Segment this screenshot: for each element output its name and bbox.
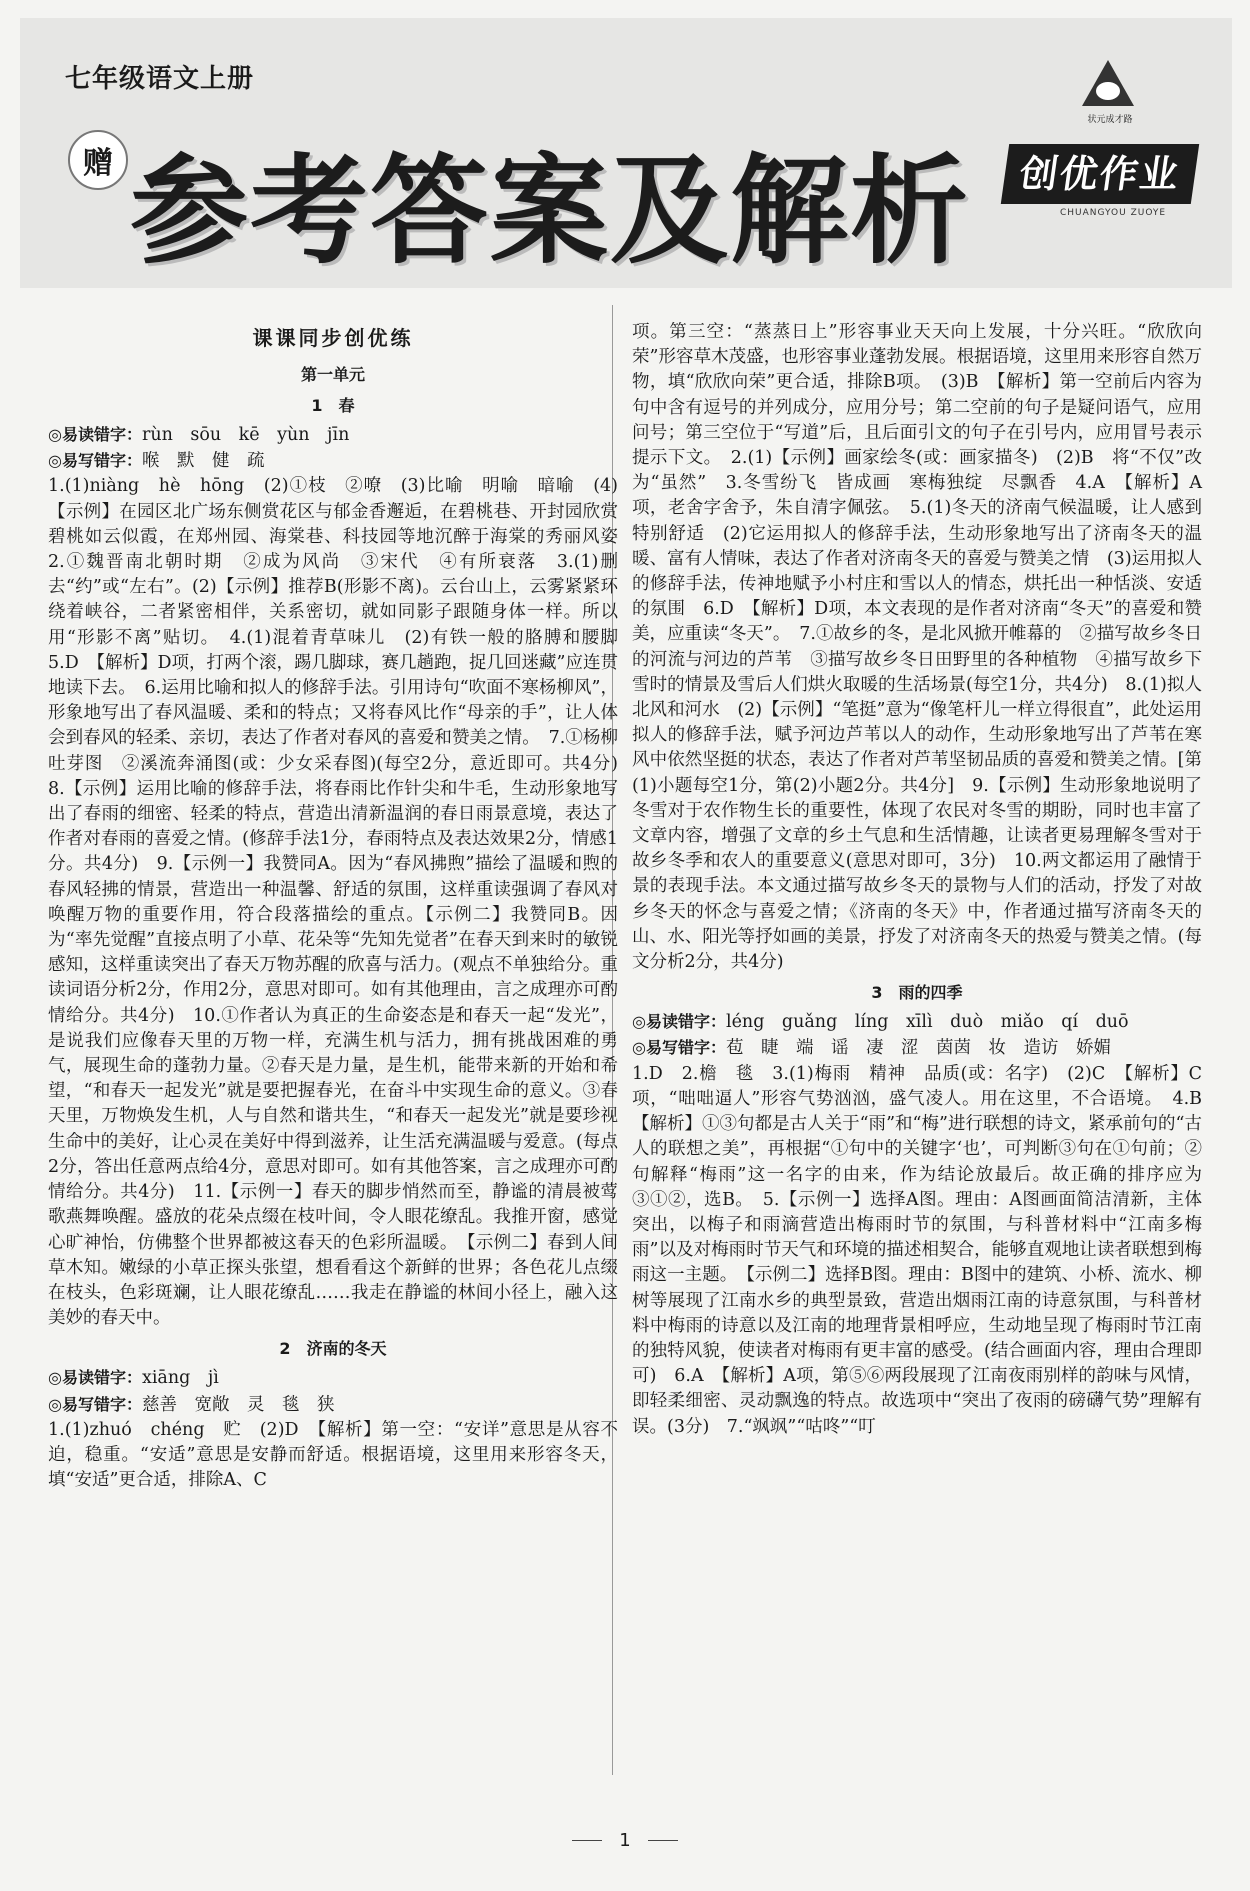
easy-write-text: 慈善 宽敞 灵 毯 狭 (141, 1394, 335, 1415)
easy-write-line (48, 1392, 618, 1418)
easy-write-label: ◎易写错字： (632, 1038, 726, 1058)
left-column (48, 320, 636, 1820)
easy-read-text: xiāng jì (141, 1368, 219, 1389)
unit-heading: 第一单元 (300, 365, 365, 384)
footer-rule-right (648, 1840, 678, 1841)
easy-read-label: ◎易读错字： (48, 425, 142, 444)
brand-name: 创优作业 (1001, 144, 1199, 204)
header-banner (20, 18, 1232, 288)
easy-read-line (632, 1009, 1202, 1035)
page-number: 1 (619, 1830, 631, 1851)
answer-paragraph: 项。第三空：“蒸蒸日上”形容事业天天向上发展，十分兴旺。“欣欣向荣”形容草木茂盛，也形容事业蓬勃发展。根据语境，这里用来形容自然万物，填“欣欣向荣”更合适，排除B项。 (3)B 【解析】第一空前后内容为句中含有逗号的并列成分，应用分号；第二空前的句子是疑问语气，应用问号；第三空位于“写道”后，且后面引文的句子在引号内，应用冒号表示提示下文。 2.(1)【示例】画家绘冬(或：画家描冬) (2)B 将“不仅”改为“虽然” 3.冬雪纷飞 皆成画 寒梅独绽 尽飘香 4.A 【解析】A项，老舍字舍予，朱自清字佩弦。 5.(1)冬天的济南气候温暖，让人感到特别舒适 (2)它运用拟人的修辞手法，生动形象地写出了济南冬天的温暖、富有人情味，表达了作者对济南冬天的喜爱与赞美之情 (3)运用拟人的修辞手法，传神地赋予小村庄和雪以人的情态，烘托出一种恬淡、安适的氛围 6.D 【解析】D项，本文表现的是作者对济南“冬天”的喜爱和赞美，应重读“冬天”。 7.①故乡的冬，是北风掀开帷幕的 ②描写故乡冬日的河流与河边的芦苇 ③描写故乡冬日田野里的各种植物 ④描写故乡下雪时的情景及雪后人们烘火取暖的生活场景(每空1分，共4分) 8.(1)拟人 北风和河水 (2)【示例】“笔挺”意为“像笔杆儿一样立得很直”，此处运用拟人的修辞手法，赋予河边芦苇以人的动作，生动形象地写出了芦苇在寒风中依然坚挺的状态，表达了作者对芦苇坚韧品质的喜爱和赞美之情。[第(1)小题每空1分，第(2)小题2分。共4分] 9.【示例】生动形象地说明了冬雪对于农作物生长的重要性，体现了农民对冬雪的期盼，同时也丰富了文章内容，增强了文章的乡土气息和生活情趣，让读者更易理解冬雪对于故乡冬季和农人的重要意义(意思对即可，3分) 10.两文都运用了融情于景的表现手法。本文通过描写故乡冬天的景物与人们的活动，抒发了对故乡冬天的怀念与喜爱之情；《济南的冬天》中，作者通过描写济南冬天的山、水、阳光等抒如画的美景，抒发了对济南冬天的热爱与赞美之情。(每文分析2分，共4分) (632, 322, 1220, 973)
right-column (632, 320, 1220, 1820)
easy-read-label: ◎易读错字： (48, 1368, 142, 1388)
grade-label: 七年级语文上册 (65, 64, 255, 94)
logo-emblem-icon (1096, 82, 1120, 100)
easy-read-text: rùn sōu kē yùn jīn (141, 425, 350, 445)
answer-paragraph: 1.D 2.檐 毯 3.(1)梅雨 精神 品质(或：名字) (2)C 【解析】C项，“咄咄逼人”形容气势汹汹，盛气凌人。用在这里，不合语境。 4.B 【解析】①③句都是古人关于“雨”和“梅”进行联想的诗文，紧承前句的“古人的联想之美”，再根据“①句中的关键字‘也’，可判断③句在①句前；②句解释“梅雨”这一名字的由来，作为结论放最后。故正确的排序应为③①②，选B。 5.【示例一】选择A图。理由：A图画面简洁清新，主体突出，以梅子和雨滴营造出梅雨时节的氛围，与科普材料中“江南多梅雨”以及对梅雨时节天气和环境的描述相契合，能够直观地让读者联想到梅雨这一主题。 【示例二】选择B图。理由：B图中的建筑、小桥、流水、柳树等展现了江南水乡的典型景致，营造出烟雨江南的诗意氛围，与科普材料中梅雨的诗意以及江南的地理背景相呼应，生动地呈现了梅雨时节江南的独特风貌，使读者对梅雨有更丰富的感受。(结合画面内容，理由合理即可) 6.A 【解析】A项，第⑤⑥两段展现了江南夜雨别样的韵味与风情，即轻柔细密、灵动飘逸的特点。故选项中“突出了夜雨的磅礴气势”理解有误。(3分) 7.“飒飒”“咕咚”“叮 (632, 1063, 1220, 1437)
brand-pinyin: CHUANGYOU ZUOYE (1060, 208, 1167, 218)
easy-write-text: 喉 默 健 疏 (141, 451, 265, 472)
easy-write-line (632, 1035, 1202, 1061)
easy-read-label: ◎易读错字： (632, 1012, 726, 1032)
page-title: 参考答案及解析 (130, 142, 971, 280)
answer-paragraph: 1.(1)zhuó chéng 贮 (2)D 【解析】第一空：“安详”意思是从容不迫，稳重。“安适”意思是安静而舒适。根据语境，这里用来形容冬天，填“安适”更合适，排除A、C (48, 1419, 618, 1491)
gift-badge: 赠 (68, 130, 128, 190)
answer-paragraph: 1.(1)niàng hè hōng (2)①枝 ②嘹 (3)比喻 明喻 暗喻 (4)【示例】在园区北广场东侧赏花区与郁金香邂逅，在碧桃巷、开封园欣赏碧桃如云似霞，在郑州园、海棠巷、科技园等地沉醉于海棠的秀丽风姿 2.①魏晋南北朝时期 ②成为风尚 ③宋代 ④有所衰落 3.(1)删去“约”或“左右”。(2)【示例】推荐B(形影不离)。云台山上，云雾紧紧环绕着峡谷，二者紧密相伴，关系密切，就如同影子跟随身体一样。所以用“形影不离”贴切。 4.(1)混着青草味儿 (2)有铁一般的胳膊和腰脚 5.D 【解析】D项，打两个滚，踢几脚球，赛几趟跑，捉几回迷藏”应连贯地读下去。 6.运用比喻和拟人的修辞手法。引用诗句“吹面不寒杨柳风”，形象地写出了春风温暖、柔和的特点；又将春风比作“母亲的手”，让人体会到春风的轻柔、亲切，表达了作者对春风的喜爱和赞美之情。 7.①杨柳吐芽图 ②溪流奔涌图(或：少女采春图)(每空2分，意近即可。共4分) 8.【示例】运用比喻的修辞手法，将春雨比作针尖和牛毛，生动形象地写出了春雨的细密、轻柔的特点，营造出清新温润的春日雨景意境，表达了作者对春雨的喜爱之情。(修辞手法1分，春雨特点及表达效果2分，情感1分。共4分) 9.【示例一】我赞同A。因为“春风拂煦”描绘了温暖和煦的春风轻拂的情景，营造出一种温馨、舒适的氛围，这样重读强调了春风对唤醒万物的重要作用，符合段落描绘的重点。【示例二】我赞同B。因为“率先觉醒”直接点明了小草、花朵等“先知先觉者”在春天到来时的敏锐感知，这样重读突出了春天万物苏醒的欣喜与活力。(观点不单独给分。重读词语分析2分，作用2分，意思对即可。如有其他理由，言之成理亦可酌情给分。共4分) 10.①作者认为真正的生命姿态是和春天一起“发光”，是说我们应像春天里的万物一样，充满生机与活力，拥有挑战困难的勇气，展现生命的蓬勃力量。②春天是力量，是生机，能带来新的开始和希望，“和春天一起发光”就是要把握春光，在奋斗中实现生命的意义。③春天里，万物焕发生机，人与自然和谐共生，“和春天一起发光”就是要珍视生命中的美好，让心灵在美好中得到滋养，让生活充满温暖与爱意。(每点2分，答出任意两点给4分，意思对即可。如有其他答案，言之成理亦可酌情给分。共4分) 11.【示例一】春天的脚步悄然而至，静谧的清晨被莺歌燕舞唤醒。盛放的花朵点缀在枝叶间，令人眼花缭乱。我推开窗，感觉心旷神怡，仿佛整个世界都被这春天的色彩所温暖。 【示例二】春到人间草木知。嫩绿的小草正探头张望，想看看这个新鲜的世界；各色花儿点缀在枝头，色彩斑斓，让人眼花缭乱……我走在静谧的林间小径上，融入这美妙的春天中。 (48, 476, 636, 1329)
easy-write-text: 苞 睫 端 谣 凄 涩 茵茵 妆 造访 娇媚 (725, 1038, 1111, 1059)
lesson-heading: 3 雨的四季 (871, 983, 963, 1003)
section-heading: 课课同步创优练 (252, 326, 414, 350)
easy-write-label: ◎易写错字： (48, 451, 142, 471)
easy-read-text: léng guǎng líng xīlì duò miǎo qí duō (725, 1012, 1129, 1033)
easy-read-line (48, 422, 618, 448)
lesson-heading: 2 济南的冬天 (279, 1339, 387, 1359)
easy-read-line (48, 1365, 618, 1391)
easy-write-label: ◎易写错字： (48, 1394, 142, 1414)
publisher-logo (1060, 48, 1160, 148)
easy-write-line (48, 448, 618, 474)
logo-text: 状元成才路 (1087, 115, 1133, 125)
lesson-heading: 1 春 (311, 396, 355, 415)
